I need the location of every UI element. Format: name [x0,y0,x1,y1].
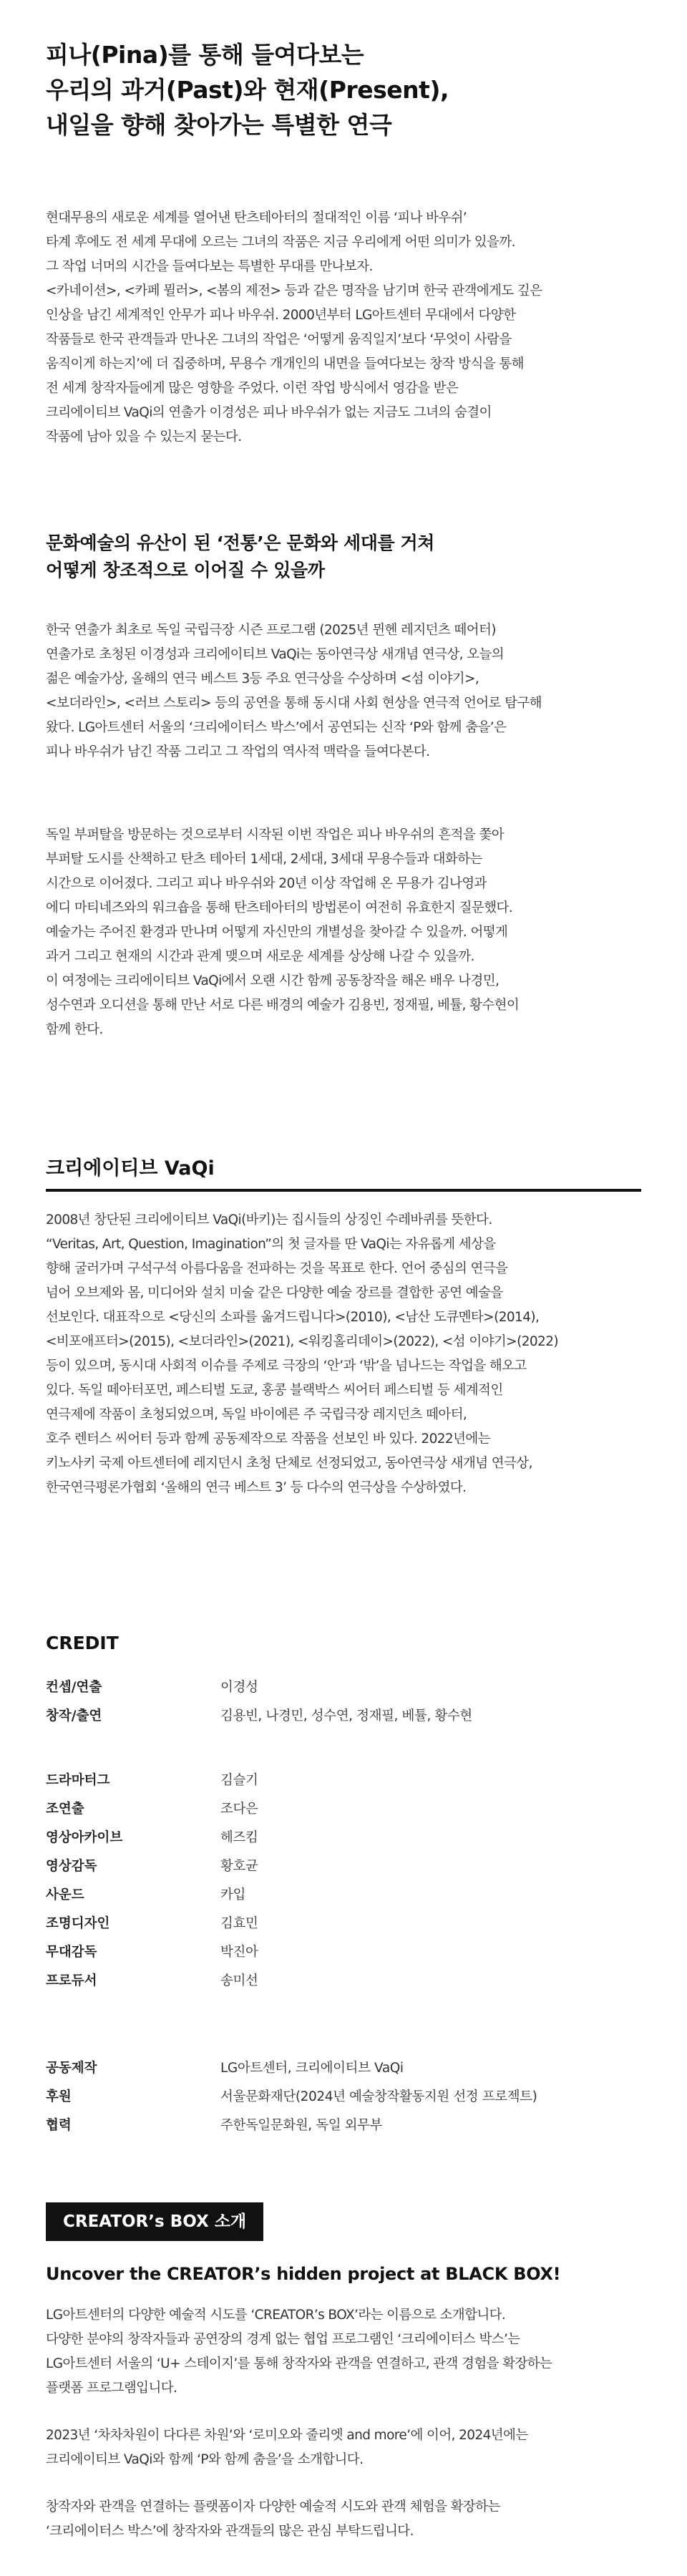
credit-row [46,1851,647,1880]
creators-box-paragraph-2 [46,2424,647,2472]
text-line: 등이 있으며, 동시대 사회적 이슈를 주제로 극장의 ‘안’과 ‘밖’을 넘나드는 작업을 해오고 [46,1359,527,1374]
credit-role: 창작/출연 [46,1709,102,1724]
vaqi-section-title: 크리에이티브 VaQi [46,1157,215,1180]
text-line: 플랫폼 프로그램입니다. [46,2381,177,2396]
text-line: 2023년 ‘차차차원이 다다른 차원’와 ‘로미오와 줄리엣 and more’에 이어, 2024년에는 [46,2428,528,2443]
credit-row [46,1908,647,1937]
credit-row [46,1965,647,1994]
credit-row [46,1880,647,1908]
credit-row [46,1794,647,1822]
credit-name: 서울문화재단(2024년 예술창작활동지원 선정 프로젝트) [220,2089,537,2104]
text-line: 있다. 독일 떼아터포먼, 페스티벌 도쿄, 홍콩 블랙박스 씨어터 페스티벌 등 세계적인 [46,1383,503,1398]
text-line: 2008년 창단된 크리에이티브 VaQi(바키)는 집시들의 상징인 수레바퀴를 뜻한다. [46,1212,492,1228]
text-line: 창작자와 관객을 연결하는 플랫폼이자 다양한 예술적 시도와 관객 체험을 확장하는 [46,2499,500,2514]
credit-role: 조명디자인 [46,1916,110,1931]
credit-row [46,1701,647,1729]
text-line: LG아트센터 서울의 ‘U+ 스테이지’를 통해 창작자와 관객을 연결하고, 관객 경험을 확장하는 [46,2356,552,2371]
credit-role: 영상아카이브 [46,1830,123,1845]
credit-role: 협력 [46,2118,72,2133]
title-line: 우리의 과거(Past)와 현재(Present), [46,76,449,104]
credit-role: 후원 [46,2089,72,2104]
text-line: 부퍼탈 도시를 산책하고 탄츠 테아터 1세대, 2세대, 3세대 무용수들과 대화하는 [46,852,482,867]
credit-row [46,1765,647,1794]
heritage-paragraph-2 [46,823,647,1042]
credit-role: 사운드 [46,1887,84,1902]
text-line: 피나 바우쉬가 남긴 작품 그리고 그 작업의 역사적 맥락을 들여다본다. [46,744,430,759]
text-line: 넘어 오브제와 몸, 미디어와 설치 미술 같은 다양한 예술 장르를 결합한 공연 예술을 [46,1285,503,1301]
credit-role: 컨셉/연출 [46,1680,102,1695]
creators-box-subtitle: Uncover the CREATOR’s hidden project at BLACK BOX! [46,2264,561,2284]
text-line: 연출가로 초청된 이경성과 크리에이티브 VaQi는 동아연극상 새개념 연극상, 오늘의 [46,647,505,662]
text-line: 그 작업 너머의 시간을 들여다보는 특별한 무대를 만나보자. [46,259,373,274]
credit-name: 송미선 [220,1973,258,1988]
text-line: ‘크리에이터스 박스’에 창작자와 관객들의 많은 관심 부탁드립니다. [46,2524,414,2539]
credit-role: 영상감독 [46,1859,97,1874]
credit-name: 김효민 [220,1916,258,1931]
credit-name: 김슬기 [220,1773,258,1788]
text-line: 크리에이티브 VaQi와 함께 ‘P와 함께 춤을’을 소개합니다. [46,2452,364,2467]
credit-group-main [46,1672,647,1729]
text-line: 작품에 남아 있을 수 있는지 묻는다. [46,429,242,444]
text-line: 전 세계 창작자들에게 많은 영향을 주었다. 이런 작업 방식에서 영감을 받은 [46,381,459,396]
text-line: <비포애프터>(2015), <보더라인>(2021), <워킹홀리데이>(2022), <섬 이야기>(2022) [46,1334,558,1349]
creators-box-paragraph-3 [46,2495,647,2544]
vaqi-paragraph [46,1208,647,1500]
text-line: 이 여정에는 크리에이티브 VaQi에서 오랜 시간 함께 공동창작을 해온 배우 나경민, [46,973,500,988]
credit-row [46,2110,647,2139]
creators-box-badge: CREATOR’s BOX 소개 [46,2202,263,2241]
text-line: 작품들로 한국 관객들과 만나온 그녀의 작업은 ‘어떻게 움직일지’보다 ‘무엇이 사람을 [46,332,512,347]
text-line: 현대무용의 새로운 세계를 열어낸 탄츠테아터의 절대적인 이름 ‘피나 바우쉬’ [46,210,467,225]
text-line: 크리에이티브 VaQi의 연출가 이경성은 피나 바우쉬가 없는 지금도 그녀의 숨결이 [46,405,492,420]
section-divider [46,1189,641,1192]
text-line: 연극제에 작품이 초청되었으며, 독일 바이에른 주 국립극장 레지던츠 떼아터, [46,1407,467,1422]
text-line: 다양한 분야의 창작자들과 공연장의 경계 없는 협업 프로그램인 ‘크리에이터스 박스’는 [46,2332,520,2347]
text-line: 키노사키 국제 아트센터에 레지던시 초청 단체로 선정되었고, 동아연극상 새개념 연극상, [46,1456,532,1471]
credit-role: 공동제작 [46,2061,97,2076]
text-line: LG아트센터의 다양한 예술적 시도를 ‘CREATOR’s BOX’라는 이름으로 소개합니다. [46,2308,506,2323]
credit-row [46,1822,647,1851]
intro-paragraph [46,206,647,449]
text-line: 과거 그리고 현재의 시간과 관계 맺으며 새로운 세계를 상상해 나갈 수 있을까. [46,949,474,964]
text-line: 한국연극평론가협회 ‘올해의 연극 베스트 3’ 등 다수의 연극상을 수상하였다. [46,1480,467,1495]
credit-row [46,1937,647,1965]
credit-name: 주한독일문화원, 독일 외무부 [220,2118,383,2133]
heading-line: 문화예술의 유산이 된 ‘전통’은 문화와 세대를 거쳐 [46,533,435,553]
text-line: 시간으로 이어졌다. 그리고 피나 바우쉬와 20년 이상 작업해 온 무용가 김나영과 [46,876,487,891]
credit-heading: CREDIT [46,1633,119,1653]
text-line: 독일 부퍼탈을 방문하는 것으로부터 시작된 이번 작업은 피나 바우쉬의 흔적을 쫓아 [46,827,505,842]
credit-role: 드라마터그 [46,1773,110,1788]
credit-group-staff [46,1765,647,1994]
text-line: 호주 렌터스 씨어터 등과 함께 공동제작으로 작품을 선보인 바 있다. 2022년에는 [46,1432,490,1447]
text-line: <카네이션>, <카페 뮐러>, <봄의 제전> 등과 같은 명작을 남기며 한국 관객에게도 깊은 [46,283,542,298]
text-line: 인상을 남긴 세계적인 안무가 피나 바우쉬. 2000년부터 LG아트센터 무대에서 다양한 [46,308,516,323]
text-line: 함께 한다. [46,1022,103,1037]
text-line: 성수연과 오디션을 통해 만난 서로 다른 배경의 예술가 김용빈, 정재필, 베튤, 황수현이 [46,998,520,1013]
text-line: 예술가는 주어진 환경과 만나며 어떻게 자신만의 개별성을 찾아갈 수 있을까. 어떻게 [46,925,508,940]
credit-name: 박진아 [220,1945,258,1960]
text-line: 젊은 예술가상, 올해의 연극 베스트 3등 주요 연극상을 수상하며 <섬 이야기>, [46,671,479,686]
text-line: 선보인다. 대표작으로 <당신의 소파를 옮겨드립니다>(2010), <남산 도큐멘타>(2014), [46,1310,540,1325]
credit-row [46,2053,647,2081]
credit-name: 이경성 [220,1680,258,1695]
text-line: 에디 마티네즈와의 워크숍을 통해 탄츠테아터의 방법론이 여전히 유효한지 질문했다. [46,900,513,915]
page-title [46,37,647,142]
text-line: <보더라인>, <러브 스토리> 등의 공연을 통해 동시대 사회 현상을 연극적 언어로 탐구해 [46,696,542,711]
credit-role: 조연출 [46,1802,84,1817]
heading-line: 어떻게 창조적으로 이어질 수 있을까 [46,560,325,580]
credit-row [46,2081,647,2110]
text-line: 향해 굴러가며 구석구석 아름다움을 전파하는 것을 목표로 한다. 언어 중심의 연극을 [46,1261,508,1276]
credit-role: 무대감독 [46,1945,97,1960]
text-line: “Veritas, Art, Question, Imagination”의 첫 글자를 딴 VaQi는 자유롭게 세상을 [46,1237,496,1252]
creators-box-paragraph-1 [46,2303,647,2401]
credit-group-partners [46,2053,647,2139]
credit-name: 조다은 [220,1802,258,1817]
text-line: 움직이게 하는지’에 더 집중하며, 무용수 개개인의 내면을 들여다보는 창작 방식을 통해 [46,356,524,371]
credit-name: 카입 [220,1887,245,1902]
heritage-heading [46,530,647,584]
heritage-paragraph-1 [46,618,647,764]
title-line: 피나(Pina)를 통해 들여다보는 [46,41,364,69]
text-line: 한국 연출가 최초로 독일 국립극장 시즌 프로그램 (2025년 뮌헨 레지던츠 떼어터) [46,623,496,638]
text-line: 타계 후에도 전 세계 무대에 오르는 그녀의 작품은 지금 우리에게 어떤 의미가 있을까. [46,235,515,250]
credit-row [46,1672,647,1701]
credit-role: 프로듀서 [46,1973,97,1988]
credit-name: 황호균 [220,1859,258,1874]
credit-name: 헤즈킴 [220,1830,258,1845]
credit-name: 김용빈, 나경민, 성수연, 정재필, 베튤, 황수현 [220,1709,472,1724]
title-line: 내일을 향해 찾아가는 특별한 연극 [46,111,392,139]
text-line: 왔다. LG아트센터 서울의 ‘크리에이터스 박스’에서 공연되는 신작 ‘P와 함께 춤을’은 [46,720,507,735]
credit-name: LG아트센터, 크리에이티브 VaQi [220,2061,404,2076]
